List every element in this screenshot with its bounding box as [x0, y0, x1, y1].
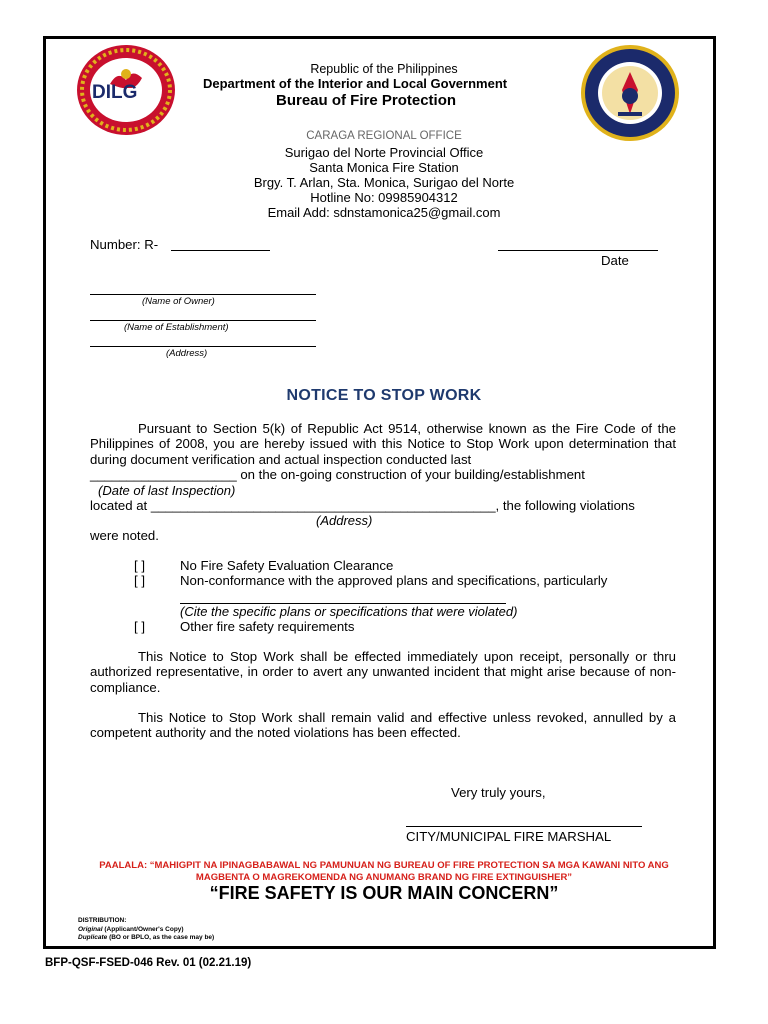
original-label: Original — [78, 926, 103, 933]
establishment-label: (Name of Establishment) — [124, 322, 229, 333]
email: Email Add: sdnstamonica25@gmail.com — [267, 205, 501, 220]
notice-title: NOTICE TO STOP WORK — [286, 387, 482, 404]
paragraph-3-text: This Notice to Stop Work shall remain valid and effective unless revoked, annulled by a competent authority and the noted violations has been effected. — [90, 710, 676, 741]
distribution-duplicate — [78, 934, 214, 942]
provincial-office: Surigao del Norte Provincial Office — [284, 145, 484, 160]
owner-label: (Name of Owner) — [142, 296, 215, 307]
checkbox-violation-2[interactable]: [ ] — [134, 573, 145, 588]
located-address-label: (Address) — [316, 513, 373, 528]
notice-paragraph-1 — [90, 421, 676, 467]
were-noted: were noted. — [90, 528, 159, 543]
address-label: (Address) — [166, 348, 208, 359]
address-blank[interactable] — [90, 346, 316, 347]
republic-line: Republic of the Philippines — [310, 62, 458, 76]
form-code: BFP-QSF-FSED-046 Rev. 01 (02.21.19) — [45, 957, 252, 969]
violation-1: No Fire Safety Evaluation Clearance — [180, 558, 394, 573]
closing: Very truly yours, — [451, 785, 546, 800]
owner-blank[interactable] — [90, 294, 316, 295]
date-inspection-label: (Date of last Inspection) — [98, 483, 236, 498]
establishment-blank[interactable] — [90, 320, 316, 321]
regional-office: CARAGA REGIONAL OFFICE — [306, 130, 462, 142]
fire-station: Santa Monica Fire Station — [309, 160, 459, 175]
cite-label: (Cite the specific plans or specifications that were violated) — [180, 604, 518, 619]
violation-3: Other fire safety requirements — [180, 619, 355, 634]
checkbox-violation-1[interactable]: [ ] — [134, 558, 145, 573]
paragraph-1-text: Pursuant to Section 5(k) of Republic Act 9514, otherwise known as the Fire Code of the Philippines of 2008, you are hereby issued with this Notice to Stop Work upon determination that during document verification and actual inspection conducted last — [90, 421, 676, 467]
original-text: (Applicant/Owner's Copy) — [104, 926, 184, 933]
paalala-line-2: MAGBENTA O MAGREKOMENDA NG ANUMANG BRAND NG FIRE EXTINGUISHER” — [195, 872, 573, 883]
duplicate-text: (BO or BPLO, as the case may be) — [109, 934, 215, 941]
paragraph-1-line4: ____________________ on the on-going construction of your building/establishment — [90, 467, 585, 482]
notice-paragraph-2 — [90, 649, 676, 695]
duplicate-label: Duplicate — [78, 934, 108, 941]
station-address: Brgy. T. Arlan, Sta. Monica, Surigao del Norte — [253, 175, 515, 190]
bureau-name: Bureau of Fire Protection — [276, 92, 457, 109]
hotline: Hotline No: 09985904312 — [310, 190, 458, 205]
number-blank[interactable] — [171, 250, 270, 251]
located-at-line: located at _______________________________________________, the following violations — [90, 498, 635, 513]
violation-2: Non-conformance with the approved plans and specifications, particularly — [180, 573, 608, 588]
signature-blank[interactable] — [406, 826, 642, 827]
date-blank[interactable] — [498, 250, 658, 251]
bfp-logo — [580, 44, 680, 142]
distribution-label: DISTRIBUTION: — [78, 917, 127, 924]
fire-marshal-title: CITY/MUNICIPAL FIRE MARSHAL — [406, 829, 612, 844]
paalala-line-1: PAALALA: “MAHIGPIT NA IPINAGBABAWAL NG PAMUNUAN NG BUREAU OF FIRE PROTECTION SA MGA KAWANI NITO ANG — [99, 860, 669, 871]
distribution-original — [78, 926, 184, 934]
slogan: “FIRE SAFETY IS OUR MAIN CONCERN” — [209, 883, 559, 903]
notice-paragraph-3 — [90, 710, 676, 741]
paragraph-2-text: This Notice to Stop Work shall be effected immediately upon receipt, personally or thru authorized representative, in order to avert any unwanted incident that might arise because of non-compliance. — [90, 649, 676, 695]
dilg-logo-text: DILG — [92, 82, 138, 103]
date-label: Date — [601, 253, 629, 268]
checkbox-violation-3[interactable]: [ ] — [134, 619, 145, 634]
department-name: Department of the Interior and Local Government — [203, 76, 508, 91]
number-label: Number: R- — [90, 237, 159, 252]
